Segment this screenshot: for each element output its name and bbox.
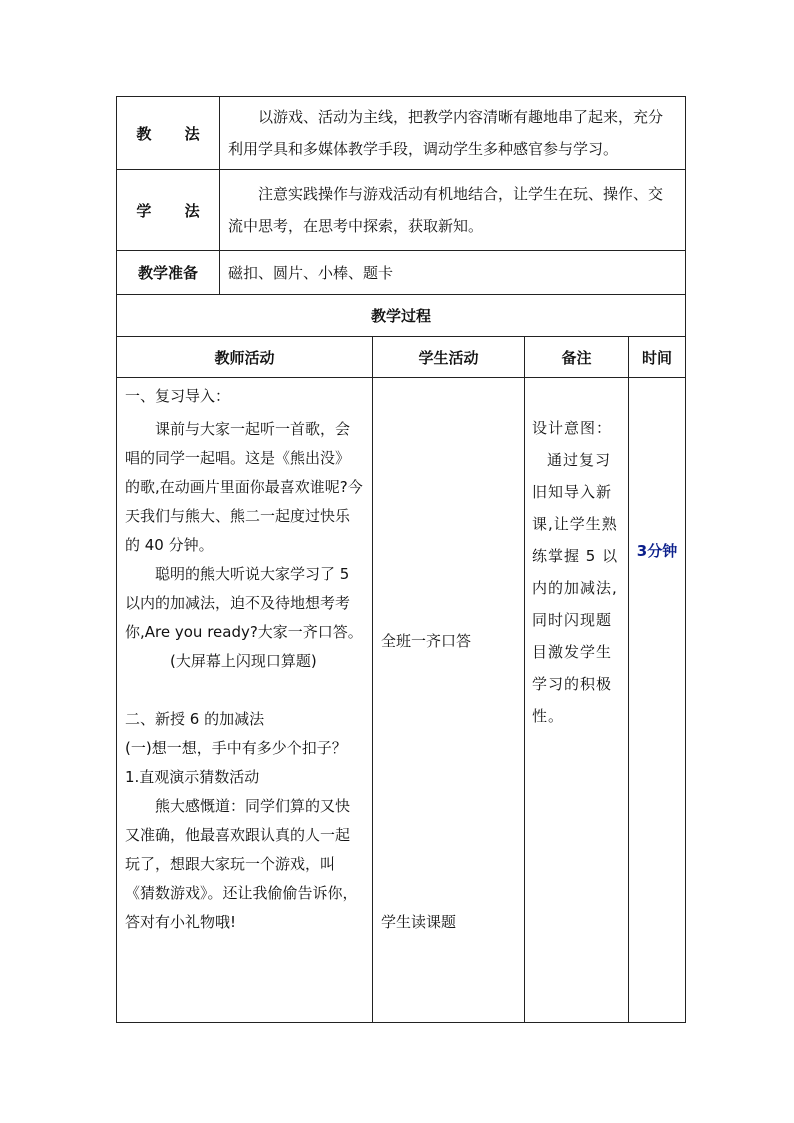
header-student-activity: 学生活动 xyxy=(373,337,525,378)
teaching-prep-text: 磁扣、圆片、小棒、题卡 xyxy=(220,251,686,295)
process-title: 教学过程 xyxy=(117,295,686,337)
learning-method-label: 学 法 xyxy=(117,170,220,251)
student-activity-cell xyxy=(373,378,525,1023)
review-paragraph-2: 聪明的熊大听说大家学习了 5 以内的加减法，迫不及待地想考考你,Are you ready?大家一齐口答。 xyxy=(125,565,363,641)
design-intent-text: 通过复习旧知导入新课,让学生熟练掌握 5 以内的加减法,同时闪现题目激发学生学习的积极性。 xyxy=(532,451,619,725)
header-time: 时间 xyxy=(629,337,686,378)
time-value: 3分钟 xyxy=(636,542,678,560)
teaching-method-row xyxy=(117,97,686,170)
notes-cell xyxy=(525,378,629,1023)
learning-method-row xyxy=(117,170,686,251)
lesson-plan-table xyxy=(116,96,686,1023)
teaching-method-text: 以游戏、活动为主线，把教学内容清晰有趣地串了起来，充分利用学具和多媒体教学手段，调动学生多种感官参与学习。 xyxy=(220,97,686,170)
header-teacher-activity: 教师活动 xyxy=(117,337,373,378)
process-header-row xyxy=(117,337,686,378)
student-activity-1: 全班一齐口答 xyxy=(381,632,472,650)
new-lesson-item: 1.直观演示猜数活动 xyxy=(125,768,260,786)
review-paragraph-1: 课前与大家一起听一首歌，会唱的同学一起唱。这是《熊出没》的歌,在动画片里面你最喜欢谁呢?今天我们与熊大、熊二一起度过快乐的 40 分钟。 xyxy=(125,420,363,554)
learning-method-text: 注意实践操作与游戏活动有机地结合，让学生在玩、操作、交流中思考，在思考中探索，获取新知。 xyxy=(220,170,686,251)
time-cell xyxy=(629,378,686,1023)
header-notes: 备注 xyxy=(525,337,629,378)
lesson-plan-document xyxy=(116,96,685,1023)
review-paragraph-3: (大屏幕上闪现口算题) xyxy=(170,652,317,670)
process-content-row xyxy=(117,378,686,1023)
section-review-title: 一、复习导入： xyxy=(125,387,231,405)
teaching-prep-label: 教学准备 xyxy=(117,251,220,295)
section-new-lesson-title: 二、新授 6 的加减法 xyxy=(125,710,265,728)
new-lesson-paragraph: 熊大感慨道：同学们算的又快又准确，他最喜欢跟认真的人一起玩了，想跟大家玩一个游戏，叫《猜数游戏》。还让我偷偷告诉你，答对有小礼物哦! xyxy=(125,797,358,931)
design-intent-title: 设计意图： xyxy=(532,419,613,437)
process-title-row xyxy=(117,295,686,337)
student-activity-2: 学生读课题 xyxy=(381,913,457,931)
teaching-prep-row xyxy=(117,251,686,295)
teacher-activity-cell xyxy=(117,378,373,1023)
new-lesson-subtitle: (一)想一想，手中有多少个扣子？ xyxy=(125,739,347,757)
teaching-method-label: 教 法 xyxy=(117,97,220,170)
